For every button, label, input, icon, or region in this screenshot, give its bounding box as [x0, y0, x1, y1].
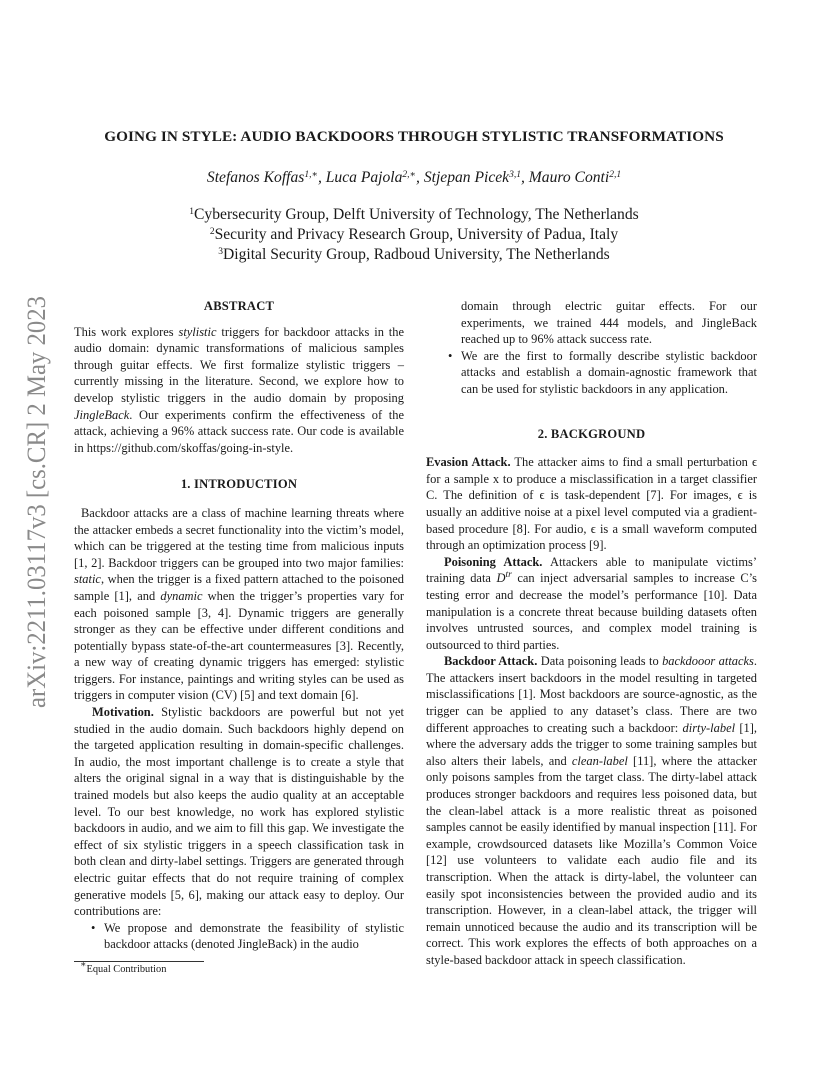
intro-paragraph: Backdoor attacks are a class of machine learning threats where the attacker embeds a secret functionality into the victim’s model, which can be triggered at the testing time from malicious inputs [1, 2]. Backdoor triggers can be grouped into two major families: static, when the trigger is a fixed pattern attached to the poisoned sample [1], and dynamic when the trigger’s properties vary for each poisoned sample [3, 4]. Dynamic triggers are generally stronger as they can be effective under different conditions and potentially bypass state-of-the-art countermeasures [3]. Recently, a new way of creating dynamic triggers has emerged: stylistic triggers. For instance, paintings and writing styles can be used as triggers in computer vision (CV) [5] and text domain [6].	[74, 505, 404, 703]
footnote: ∗Equal Contribution	[80, 960, 167, 975]
contribution-list	[74, 920, 404, 953]
contribution-item: • We propose and demonstrate the feasibility of stylistic backdoor attacks (denoted JingleBack) in the audio	[91, 920, 404, 952]
arxiv-sidebar-stamp	[20, 290, 52, 710]
arxiv-stamp-svg	[20, 290, 52, 710]
background-heading: 2. BACKGROUND	[537, 426, 646, 441]
author-2: Luca Pajola$^{2,∗}$,	[325, 169, 424, 186]
author-1: Stefanos Koffas$^{1,∗}$,	[206, 169, 326, 186]
affiliation-1: $^1$Cybersecurity Group, Delft University of Technology, The Netherlands	[189, 206, 639, 223]
backdoor-paragraph: Backdoor Attack. Data poisoning leads to backdooor attacks. The attackers insert backdoors in the model resulting in targeted misclassifications [1]. Most backdoors are source-agnostic, as the trigger can be applied to any dataset’s class. There are two different approaches to creating such a backdoor: dirty-label [1], where the adversary adds the trigger to some training samples but also alters their labels, and clean-label [11], where the attacker only poisons samples from the target class. The dirty-label attack produces stronger backdoors and requires less poisoned data, but the clean-label attack is a more realistic threat as poisoned samples cannot be easily identified by manual inspection [11]. For example, crowdsourced datasets like Mozilla’s Common Voice [12] use volunteers to validate each audio file and its transcription. When the attack is dirty-label, the volunteer can easily spot inconsistencies between the provided audio and its transcription. However, in a clean-label attack, the trigger will remain unnoticed because the audio and its transcription will be correct. This work explores the effects of both approaches on a style-based backdoor attack in speech classification.	[426, 654, 757, 967]
affiliation-3: $^3$Digital Security Group, Radboud University, The Netherlands	[218, 246, 610, 263]
author-4: Mauro Conti$^{2,1}$	[528, 169, 622, 186]
footnote-rule	[74, 961, 204, 962]
contribution-list-continued	[426, 298, 757, 398]
affiliation-list	[40, 205, 788, 265]
contribution-item: • We are the first to formally describe stylistic backdoor attacks and establish a domain-agnostic framework that can be used for stylistic backdoors in any application.	[448, 348, 757, 396]
affiliation-2: $^2$Security and Privacy Research Group, University of Padua, Italy	[209, 226, 619, 243]
evasion-paragraph: Evasion Attack. The attacker aims to find a small perturbation ϵ for a sample x to produce a misclassification in a target classifier C. The definition of ϵ is task-dependent [7]. For images, ϵ is usually an additive noise at a pixel level computed via a gradient-based procedure [8]. For audio, ϵ is a small waveform computed through an optimization process [9].	[426, 455, 757, 553]
left-column	[74, 298, 404, 953]
motivation-paragraph: Motivation. Stylistic backdoors are powerful but not yet studied in the audio domain. Such backdoors highly depend on the targeted application resulting in domain-specific challenges. In audio, the most important challenge is to create a style that alters the original signal in a way that is distinguishable by the trained models but also keeps the audio quality at an acceptable level. To our best knowledge, no work has explored stylistic backdoors in audio, and we aim to fill this gap. We investigate the effect of six stylistic triggers in a speech classification task in both clean and dirty-label settings. Triggers are generated through electric guitar effects that do not require training of complex generative models [5, 6], making our attack easy to deploy. Our contributions are:	[74, 705, 404, 919]
right-column	[426, 298, 757, 969]
arxiv-stamp-text: arXiv:2211.03117v3 [cs.CR] 2 May 2023	[22, 290, 51, 708]
abstract-heading: ABSTRACT	[203, 299, 275, 313]
contribution-item-continued: domain through electric guitar effects. For our experiments, we trained 444 models, and JingleBack reached up to 96% attack success rate.	[461, 299, 757, 347]
paper-title: GOING IN STYLE: AUDIO BACKDOORS THROUGH STYLISTIC TRANSFORMATIONS	[104, 128, 724, 145]
poisoning-paragraph: Poisoning Attack. Attackers able to manipulate victims’ training data $D^{tr}$ can inject adversarial samples to increase C’s testing error and decrease the model’s performance [10]. Data manipulation is a concrete threat because building datasets often involves untrusted sources, and complex model training is outsourced to third parties.	[426, 554, 758, 652]
abstract-text: This work explores stylistic triggers for backdoor attacks in the audio domain: dynamic transformations of malicious samples through guitar effects. We first formalize stylistic triggers – currently missing in the literature. Second, we explore how to develop stylistic triggers in the audio domain by proposing JingleBack. Our experiments confirm the effectiveness of the attack, achieving a 96% attack success rate. Our code is available in https://github.com/skoffas/going-in-style.	[74, 324, 404, 455]
author-3: Stjepan Picek$^{3,1}$,	[423, 169, 529, 186]
author-list	[40, 169, 788, 187]
introduction-heading: 1. INTRODUCTION	[180, 477, 298, 492]
